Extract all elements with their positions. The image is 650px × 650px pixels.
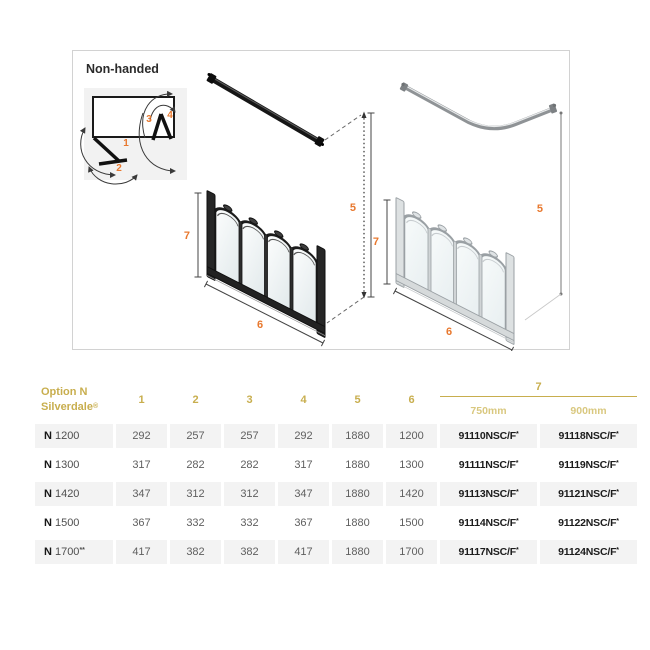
model-cell: N 1300 — [44, 459, 80, 471]
folding-screen-dark — [207, 189, 325, 337]
part-code-900: 91124NSC/F* — [540, 540, 637, 564]
handedness-label: Non-handed — [86, 62, 159, 76]
part-code-750: 91113NSC/F* — [440, 482, 537, 506]
part-code-900: 91121NSC/F* — [540, 482, 637, 506]
col-header-4: 4 — [300, 394, 307, 406]
option-line1: Option N — [41, 386, 88, 399]
part-code-900: 91119NSC/F* — [558, 459, 619, 471]
folding-screen-silver — [396, 196, 514, 344]
dim-label-5: 5 — [349, 202, 356, 214]
registered-mark: ® — [92, 403, 99, 410]
dimension-screen-height-left — [184, 193, 202, 277]
part-code-750: 91110NSC/F* — [440, 424, 537, 448]
model-cell: N 1200 — [35, 424, 113, 448]
dimension-screen-height-right — [373, 200, 391, 284]
table-row: N 1700** 417 382 382 417 1880 1700 91117NSC/F* 91124NSC/F* — [35, 540, 637, 564]
table-row: N 1500 367 332 332 367 1880 1500 91114NSC/F* 91122NSC/F* — [35, 511, 637, 535]
step-label-2: 2 — [116, 163, 122, 174]
option-line2: Silverdale — [41, 401, 93, 413]
dim-label-7: 7 — [183, 230, 190, 242]
col-header-6: 6 — [408, 394, 415, 406]
model-cell: N 1700** — [35, 540, 113, 564]
part-code-900: 91122NSC/F* — [558, 517, 619, 529]
step-label-1: 1 — [123, 138, 129, 149]
model-cell: N 1420 — [35, 482, 113, 506]
col-header-3: 3 — [246, 394, 253, 406]
step-label-3: 3 — [146, 114, 152, 125]
col-header-7-group: 7 — [440, 381, 637, 397]
table-row: N 1200 292 257 257 292 1880 1200 91110NSC/F* 91118NSC/F* — [35, 424, 637, 448]
curved-rail-illustration — [399, 82, 557, 128]
part-code-900: 91118NSC/F* — [540, 424, 637, 448]
step-label-4: 4 — [167, 110, 173, 121]
part-code-750: 91117NSC/F* — [440, 540, 537, 564]
part-code-750: 91114NSC/F* — [458, 517, 519, 529]
technical-diagram — [73, 51, 571, 351]
dimension-rail-height-left — [325, 112, 375, 324]
option-header — [35, 381, 113, 419]
table-row: N 1420 347 312 312 347 1880 1420 91113NSC/F* 91121NSC/F* — [35, 482, 637, 506]
spec-table — [32, 376, 638, 569]
model-cell: N 1500 — [44, 517, 80, 529]
subcol-750mm: 750mm — [470, 405, 507, 417]
straight-rail-illustration — [206, 73, 325, 147]
diagram-panel — [72, 50, 570, 350]
table-row: N 1300 317 282 282 317 1880 1300 91111NSC/F* 91119NSC/F* — [35, 453, 637, 477]
dim-label-6: 6 — [256, 319, 264, 331]
dim-label-7: 7 — [372, 236, 379, 248]
dimension-rail-height-right — [525, 112, 563, 321]
dim-label-6: 6 — [445, 326, 453, 338]
plan-fold-diagram — [81, 88, 187, 184]
col-header-2: 2 — [192, 394, 199, 406]
dim-label-5: 5 — [536, 203, 543, 215]
part-code-750: 91111NSC/F* — [458, 459, 519, 471]
col-header-1: 1 — [138, 394, 145, 406]
subcol-900mm: 900mm — [570, 405, 607, 417]
col-header-5: 5 — [354, 394, 361, 406]
